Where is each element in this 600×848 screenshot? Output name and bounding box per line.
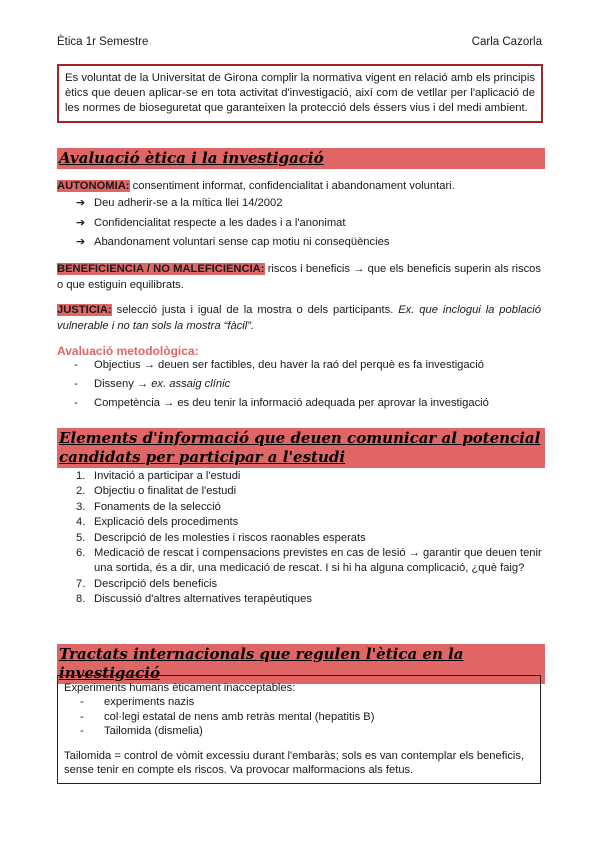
justicia-paragraph: [57, 302, 541, 334]
list-item-text: Discussió d'altres alternatives terapèutiques: [94, 593, 312, 606]
header-right: Carla Cazorla: [471, 36, 542, 48]
box-note: Tailomida = control de vòmit excessiu durant l'embaràs; sols es van contemplar els beneficis, sense tenir en compte els riscos. Va provocar malformacions als fetus.: [64, 749, 525, 777]
list-item: [76, 214, 389, 234]
list-item: 5. Descripció de les molesties i riscos raonables esperats: [76, 531, 542, 546]
list-item-text: Medicació de rescat i compensacions previstes en cas de lesió → garantir que deuen tenir una sortida, és a dir, una medicació de rescat. I si hi ha alguna complicació, ¿què faig?: [94, 547, 542, 575]
section-title-elements: Elements d'informació que deuen comunicar al potencial candidats per participar a l'estudi: [57, 428, 545, 468]
list-item-text: Disseny →: [94, 378, 149, 390]
justicia-tag: JUSTICIA:: [57, 304, 112, 316]
list-item-text: Competència → es deu tenir la informació adequada per aprovar la investigació: [94, 397, 489, 409]
list-item: [80, 710, 534, 724]
dash-icon: -: [80, 710, 84, 723]
list-item: 2. Objectiu o finalitat de l'estudi: [76, 484, 542, 499]
section-title-ethics: Avaluació ètica i la investigació: [57, 148, 545, 169]
list-item-text: Objectius → deuen ser factibles, deu haver la raó del perquè es fa investigació: [94, 359, 484, 371]
beneficiencia-paragraph: [57, 261, 541, 293]
list-item-text: Confidencialitat respecte a les dades i a l'anonimat: [94, 216, 346, 229]
autonomia-text: consentiment informat, confidencialitat i abandonament voluntari.: [129, 180, 455, 192]
autonomia-list: [76, 194, 389, 253]
beneficiencia-tag: BENEFICIENCIA / NO MALEFICIENCIA:: [57, 263, 265, 275]
list-item: [74, 375, 489, 394]
list-item: 7. Descripció dels beneficis: [76, 577, 542, 592]
section-title-treaties: Tractats internacionals que regulen l'ètica en la investigació: [57, 644, 545, 684]
header-left: Ètica 1r Semestre: [57, 36, 149, 48]
experiments-box: [57, 675, 541, 784]
list-item: 8. Discussió d'altres alternatives terapèutiques: [76, 592, 542, 607]
justicia-example: Ex. que inclogui la població vulnerable i no tan sols la mostra “fàcil”.: [57, 304, 541, 332]
elements-list: [76, 469, 542, 608]
beneficiencia-text: riscos i beneficis → que els beneficis superin als riscos o que estiguin equilibrats.: [57, 263, 541, 291]
list-item: [76, 194, 389, 214]
list-item: 6. Medicació de rescat i compensacions previstes en cas de lesió → garantir que deuen tenir una sortida, és a dir, una medicació de rescat. I si hi ha alguna complicació, ¿què faig?: [76, 546, 542, 577]
list-item-text: Descripció dels beneficis: [94, 577, 218, 590]
list-item: 1. Invitació a participar a l'estudi: [76, 469, 542, 484]
list-item: 3. Fonaments de la selecció: [76, 500, 542, 515]
arrow-icon: ➔: [76, 197, 86, 209]
dash-icon: -: [74, 378, 78, 390]
list-item: [80, 695, 534, 709]
dash-icon: -: [74, 397, 78, 409]
metodologica-title: Avaluació metodològica:: [57, 344, 199, 358]
arrow-icon: ➔: [76, 216, 86, 229]
list-item: [76, 233, 389, 253]
list-item-text: Deu adherir-se a la mítica llei 14/2002: [94, 197, 283, 209]
list-item: [80, 724, 534, 738]
autonomia-paragraph: [57, 178, 541, 194]
justicia-text: selecció justa i igual de la mostra o dels participants.: [111, 304, 399, 316]
list-item-text: Invitació a participar a l'estudi: [94, 470, 241, 482]
list-item-text: Abandonament voluntari sense cap motiu ni conseqüències: [94, 236, 390, 248]
list-item-text: Descripció de les molesties i riscos raonables esperats: [94, 531, 366, 544]
list-item: 4. Explicació dels procediments: [76, 515, 542, 530]
dash-icon: -: [80, 725, 84, 738]
dash-icon: -: [80, 696, 84, 709]
list-item-text: Explicació dels procediments: [94, 516, 239, 529]
intro-box: Es voluntat de la Universitat de Girona complir la normativa vigent en relació amb els principis ètics que deuen aplicar-se en tota activitat d'investigació, així com de vetllar per l'aplicació de les normes de bioseguretat que garanteixen la protecció dels éssers vius i del medi ambient.: [57, 64, 543, 123]
list-item-text: Tailomida (dismelia): [104, 725, 203, 738]
experiments-list: [64, 695, 534, 738]
list-item-text: Fonaments de la selecció: [94, 500, 221, 513]
list-item-text: experiments nazis: [104, 696, 195, 709]
metodologica-list: [74, 356, 489, 413]
dash-icon: -: [74, 359, 78, 371]
box-heading: Experiments humans èticament inacceptables:: [64, 682, 296, 694]
list-item: [74, 356, 489, 375]
list-item-text: col·legi estatal de nens amb retràs mental (hepatitis B): [104, 710, 375, 723]
list-item-text: Objectiu o finalitat de l'estudi: [94, 485, 237, 498]
arrow-icon: ➔: [76, 236, 86, 248]
autonomia-tag: AUTONOMIA:: [57, 180, 130, 192]
list-item-example: ex. assaig clínic: [151, 378, 231, 390]
list-item: [74, 394, 489, 413]
